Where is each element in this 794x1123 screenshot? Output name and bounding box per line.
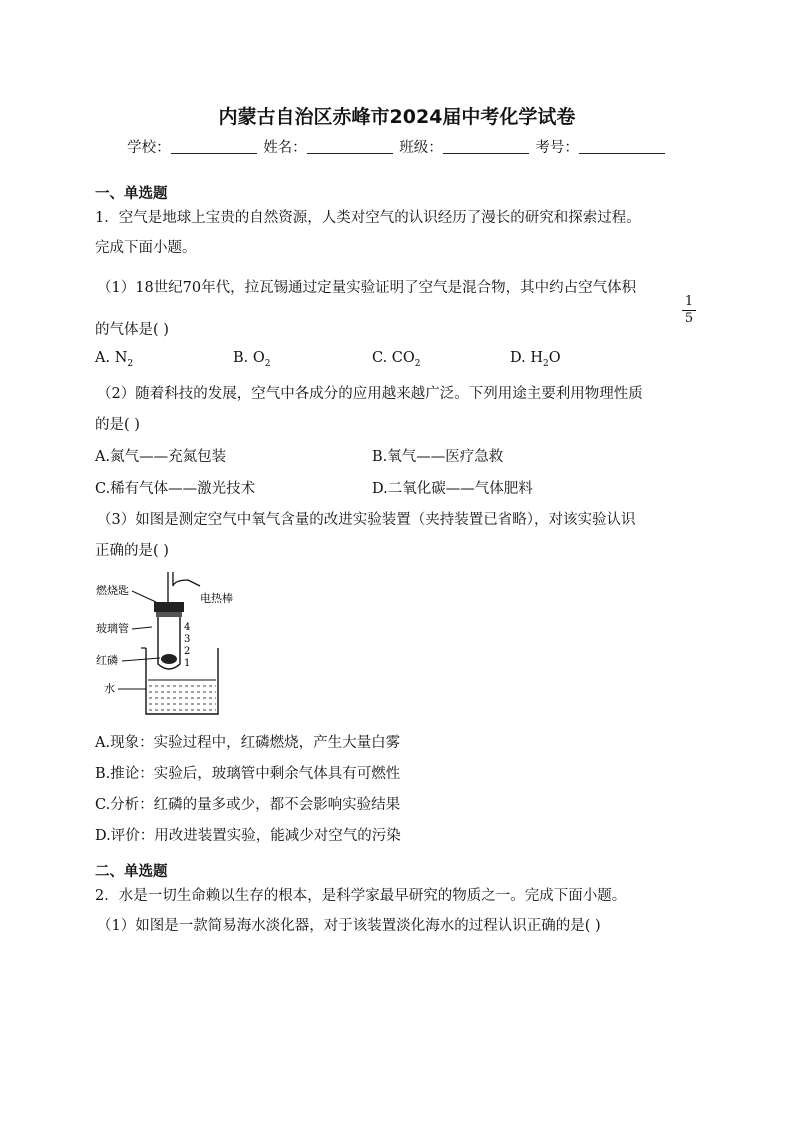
red-phosphorus — [161, 654, 177, 664]
q1-stem-cont: 完成下面小题。 — [95, 240, 197, 256]
option-c[interactable]: C. $CO_2$ — [372, 350, 421, 369]
label-water: 水 — [104, 682, 115, 695]
exam-title: 内蒙古自治区赤峰市2024届中考化学试卷 — [218, 106, 576, 128]
class-label: 班级： — [399, 140, 443, 156]
leader-p — [122, 658, 160, 661]
label-p: 红磷 — [96, 654, 118, 667]
option-b[interactable]: B. $O_2$ — [233, 350, 271, 369]
school-label: 学校： — [127, 140, 171, 156]
number-blank[interactable] — [579, 139, 665, 154]
option-b[interactable]: B.氧气——医疗急救 — [372, 449, 504, 465]
oxygen-apparatus-figure — [96, 572, 271, 720]
option-a[interactable]: A. $N_2$ — [95, 350, 134, 369]
q1-2-stem-cont: 的是( ) — [95, 417, 140, 433]
class-blank[interactable] — [443, 139, 529, 154]
water-hatch — [149, 686, 216, 710]
option-c[interactable]: C.分析：红磷的量多或少，都不会影响实验结果 — [95, 797, 401, 813]
tube-mark: 1 — [184, 658, 191, 669]
tube-mark: 2 — [184, 646, 191, 657]
label-tube: 玻璃管 — [96, 622, 129, 635]
school-blank[interactable] — [171, 139, 257, 154]
q1-1-stem: （1）18世纪70年代，拉瓦锡通过定量实验证明了空气是混合物，其中约占空气体积 — [97, 280, 637, 296]
option-d[interactable]: D.二氧化碳——气体肥料 — [372, 481, 533, 497]
stopper-ring — [156, 612, 182, 617]
leader-spoon — [132, 591, 156, 602]
option-d[interactable]: D.评价：用改进装置实验，能减少对空气的污染 — [95, 828, 401, 844]
student-info-row — [0, 136, 794, 157]
option-b[interactable]: B.推论：实验后，玻璃管中剩余气体具有可燃性 — [95, 766, 401, 782]
section-heading: 一、单选题 — [95, 186, 168, 202]
q1-3-stem: （3）如图是测定空气中氧气含量的改进实验装置（夹持装置已省略），对该实验认识 — [97, 512, 636, 528]
stopper — [154, 602, 184, 612]
label-spoon: 燃烧匙 — [96, 584, 129, 597]
fraction-one-fifth — [682, 295, 696, 326]
name-label: 姓名： — [263, 140, 307, 156]
tube-mark: 4 — [184, 622, 191, 633]
number-label: 考号： — [535, 140, 579, 156]
fraction-numerator: 1 — [684, 294, 694, 309]
fraction-denominator: 5 — [684, 311, 694, 326]
section-heading: 二、单选题 — [95, 864, 168, 880]
leader-tube — [132, 627, 152, 629]
option-d[interactable]: D. $H_2O$ — [510, 350, 561, 369]
option-a[interactable]: A.氮气——充氮包装 — [95, 449, 227, 465]
name-blank[interactable] — [307, 139, 393, 154]
q1-2-stem: （2）随着科技的发展，空气中各成分的应用越来越广泛。下列用途主要利用物理性质 — [97, 386, 643, 402]
label-rod: 电热棒 — [200, 592, 233, 605]
q2-1-stem: （1）如图是一款简易海水淡化器，对于该装置淡化海水的过程认识正确的是( ) — [97, 918, 601, 934]
q1-stem: 1．空气是地球上宝贵的自然资源，人类对空气的认识经历了漫长的研究和探索过程。 — [95, 210, 641, 226]
q1-1-stem-cont: 的气体是( ) — [95, 322, 169, 338]
q1-3-stem-cont: 正确的是( ) — [95, 543, 169, 559]
option-c[interactable]: C.稀有气体——激光技术 — [95, 481, 256, 497]
option-a[interactable]: A.现象：实验过程中，红磷燃烧，产生大量白雾 — [95, 735, 401, 751]
q2-stem: 2．水是一切生命赖以生存的根本，是科学家最早研究的物质之一。完成下面小题。 — [95, 888, 627, 904]
tube-mark: 3 — [184, 634, 191, 645]
electric-rod — [168, 572, 200, 602]
